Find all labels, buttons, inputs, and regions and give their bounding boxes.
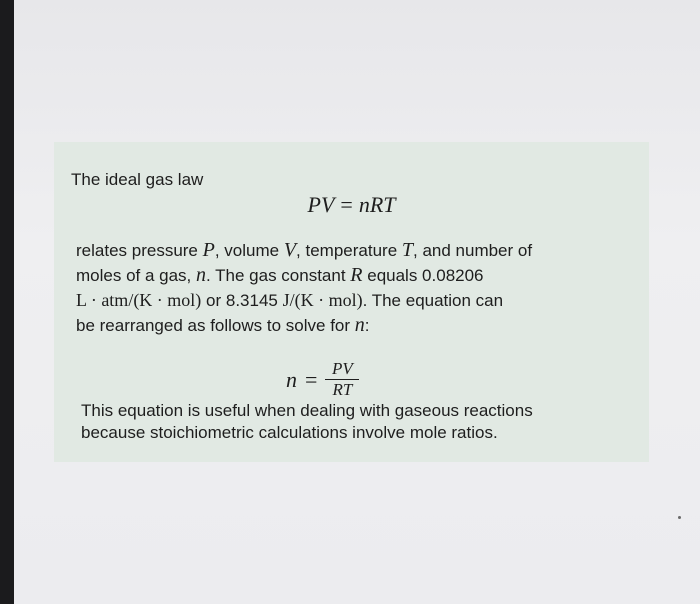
- paragraph-text: be rearranged as follows to solve for: [76, 316, 355, 335]
- equals-sign: =: [305, 366, 318, 392]
- paragraph-text: . The equation can: [362, 291, 504, 310]
- paragraph-text: moles of a gas,: [76, 266, 197, 285]
- variable-r: R: [350, 264, 363, 286]
- fraction-denominator: RT: [332, 380, 353, 399]
- ideal-gas-equation: [54, 192, 649, 218]
- variable-v: V: [283, 239, 297, 261]
- paragraph-line-4: [76, 313, 636, 338]
- paragraph-text: , volume: [214, 241, 284, 260]
- fraction: [325, 360, 359, 399]
- explanation-paragraph: [76, 238, 636, 338]
- variable-t: T: [401, 239, 413, 261]
- paragraph-line-2: [76, 263, 636, 288]
- closing-line-1: This equation is useful when dealing with gaseous reactions: [81, 401, 533, 420]
- closing-line-2: because stoichiometric calculations involve mole ratios.: [81, 423, 498, 442]
- equation-rhs: nRT: [358, 192, 396, 217]
- intro-text: The ideal gas law: [71, 170, 204, 189]
- paragraph-text: . The gas constant: [206, 266, 351, 285]
- variable-p: P: [202, 239, 215, 261]
- paragraph-text: , temperature: [296, 241, 402, 260]
- screen: [14, 0, 700, 604]
- variable-n: n: [196, 264, 207, 286]
- paragraph-text: , and number of: [413, 241, 533, 260]
- paragraph-line-3: [76, 288, 636, 313]
- fraction-numerator: PV: [332, 359, 353, 378]
- scroll-indicator-dot: [678, 516, 681, 519]
- paragraph-line-1: [76, 238, 636, 263]
- unit-l-atm: L · atm/(K · mol): [76, 290, 202, 310]
- equals-sign: =: [340, 192, 353, 217]
- paragraph-text: relates pressure: [76, 241, 203, 260]
- equation-lhs: n: [286, 366, 297, 392]
- solve-for-n-equation: [286, 360, 359, 399]
- unit-joule: J/(K · mol): [282, 290, 363, 310]
- closing-paragraph: [81, 400, 641, 444]
- paragraph-text: :: [364, 316, 370, 335]
- variable-n: n: [354, 314, 365, 336]
- paragraph-text: equals 0.08206: [362, 266, 484, 285]
- paragraph-text: or 8.3145: [201, 291, 283, 310]
- ideal-gas-law-card: [54, 142, 649, 462]
- equation-lhs: PV: [307, 192, 335, 217]
